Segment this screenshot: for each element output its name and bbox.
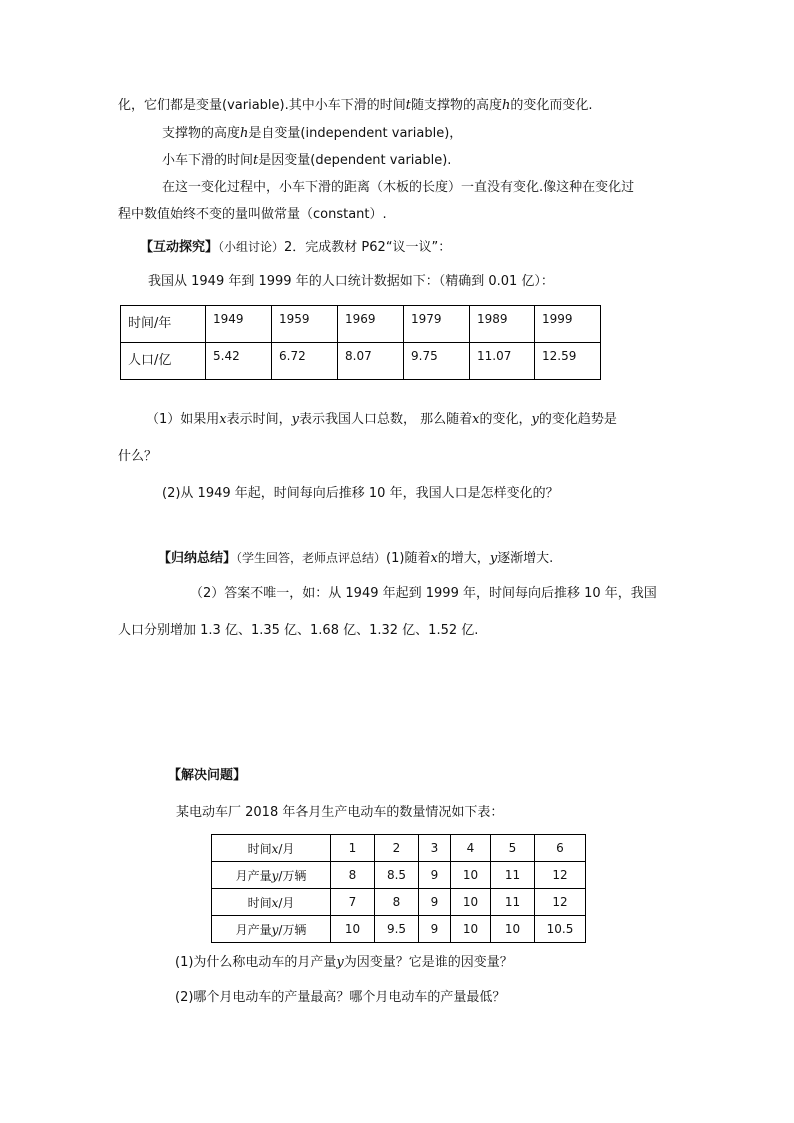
year-cell: 1999	[535, 306, 601, 343]
table-cell: 6	[535, 835, 586, 862]
row-header-population: 人口/亿	[121, 343, 206, 380]
paragraph-constant-line1: 在这一变化过程中，小车下滑的距离（木板的长度）一直没有变化.像这种在变化过	[162, 180, 635, 195]
text-segment: 的变化而变化.	[510, 98, 593, 113]
variable-h: h	[240, 126, 249, 141]
table-row	[121, 306, 601, 343]
year-cell: 1979	[404, 306, 470, 343]
row-header-label: 月产量	[235, 868, 272, 883]
table-cell: 9	[419, 862, 451, 889]
population-cell: 11.07	[470, 343, 535, 380]
table-cell: 9	[419, 889, 451, 916]
paragraph-dependent-variable	[162, 152, 451, 170]
paragraph-constant-line2: 程中数值始终不变的量叫做常量（constant）.	[118, 207, 387, 222]
variable-x: x	[430, 551, 438, 566]
text-segment: (1)随着	[386, 551, 431, 566]
row-header-unit: /月	[278, 895, 295, 910]
table-cell: 10	[451, 916, 491, 943]
table-cell: 2	[375, 835, 419, 862]
table-cell: 9.5	[375, 916, 419, 943]
text-segment: 随支撑物的高度	[410, 98, 502, 113]
population-cell: 12.59	[535, 343, 601, 380]
table-cell: 4	[451, 835, 491, 862]
question-1	[146, 411, 617, 429]
table-row	[212, 862, 586, 889]
table-row	[121, 343, 601, 380]
year-cell: 1989	[470, 306, 535, 343]
section-label: 【互动探究】	[140, 240, 219, 255]
population-cell: 5.42	[206, 343, 272, 380]
variable-y: y	[336, 955, 344, 970]
variable-y: y	[489, 551, 498, 566]
interactive-explore-heading	[140, 238, 451, 257]
summary-answer-line2: 人口分别增加 1.3 亿、1.35 亿、1.68 亿、1.32 亿、1.52 亿.	[118, 623, 479, 638]
variable-x: x	[219, 412, 227, 427]
table-cell: 10.5	[535, 916, 586, 943]
population-intro: 我国从 1949 年到 1999 年的人口统计数据如下：（精确到 0.01 亿）：	[148, 274, 554, 289]
row-header-unit: /万辆	[278, 868, 307, 883]
question-1-cont: 什么？	[118, 449, 158, 464]
paragraph-independent-variable	[162, 125, 462, 143]
table-cell: 11	[491, 889, 535, 916]
variable-t: t	[253, 153, 259, 168]
paragraph-variables	[118, 97, 593, 115]
solve-question-2: (2)哪个月电动车的产量最高？哪个月电动车的产量最低？	[175, 990, 506, 1005]
solve-problem-heading: 【解决问题】	[168, 768, 247, 783]
variable-y: y	[531, 412, 539, 427]
text-segment: 的变化趋势是	[538, 412, 617, 427]
ebike-production-table	[211, 834, 586, 943]
solve-problem-intro: 某电动车厂 2018 年各月生产电动车的数量情况如下表：	[176, 805, 504, 820]
row-header-label: 月产量	[235, 922, 272, 937]
row-header-label: 时间	[247, 895, 272, 910]
table-row	[212, 889, 586, 916]
year-cell: 1959	[272, 306, 338, 343]
text-segment: (1)为什么称电动车的月产量	[175, 955, 337, 970]
summary-answer-line1: （2）答案不唯一，如：从 1949 年起到 1999 年，时间每向后推移 10 年，我国	[190, 586, 657, 601]
variable-h: h	[501, 98, 511, 113]
table-cell: 10	[491, 916, 535, 943]
table-cell: 1	[331, 835, 375, 862]
row-header-label: 时间	[247, 841, 272, 856]
text-segment: 小车下滑的时间	[162, 153, 254, 168]
table-cell: 12	[535, 889, 586, 916]
table-cell: 8.5	[375, 862, 419, 889]
table-cell: 8	[375, 889, 419, 916]
text-segment: 是因变量(dependent variable).	[258, 153, 452, 168]
population-table	[120, 305, 601, 380]
row-header-year: 时间/年	[121, 306, 206, 343]
text-segment: 表示时间，	[226, 412, 292, 427]
text-segment: 逐渐增大.	[497, 551, 554, 566]
text-segment: 的增大，	[437, 551, 490, 566]
table-cell: 8	[331, 862, 375, 889]
row-header-variable: y	[271, 868, 279, 883]
row-header-variable: y	[271, 922, 279, 937]
text-segment: 的变化，	[479, 412, 532, 427]
solve-question-1	[175, 954, 513, 972]
section-note: （小组讨论）	[218, 240, 285, 254]
year-cell: 1969	[338, 306, 404, 343]
summary-heading	[158, 549, 553, 568]
row-header	[212, 889, 331, 916]
table-row	[212, 835, 586, 862]
table-cell: 3	[419, 835, 451, 862]
table-cell: 9	[419, 916, 451, 943]
row-header-variable: x	[271, 841, 279, 856]
population-cell: 6.72	[272, 343, 338, 380]
row-header-unit: /月	[278, 841, 295, 856]
table-cell: 10	[451, 862, 491, 889]
year-cell: 1949	[206, 306, 272, 343]
row-header	[212, 916, 331, 943]
section-label: 【归纳总结】	[158, 551, 237, 566]
table-cell: 10	[331, 916, 375, 943]
text-segment: 是自变量(independent variable)，	[248, 126, 463, 141]
variable-x: x	[472, 412, 480, 427]
question-2: (2)从 1949 年起，时间每向后推移 10 年，我国人口是怎样变化的？	[162, 486, 559, 501]
table-row	[212, 916, 586, 943]
variable-y: y	[291, 412, 299, 427]
population-cell: 9.75	[404, 343, 470, 380]
text-segment: 支撑物的高度	[162, 126, 241, 141]
table-cell: 7	[331, 889, 375, 916]
text-segment: （1）如果用	[146, 412, 220, 427]
row-header-variable: x	[271, 895, 279, 910]
table-cell: 5	[491, 835, 535, 862]
variable-t: t	[405, 98, 411, 113]
text-segment: 化，它们都是变量(variable).其中小车下滑的时间	[118, 98, 406, 113]
section-note: （学生回答，老师点评总结）	[236, 551, 387, 565]
table-cell: 11	[491, 862, 535, 889]
table-cell: 10	[451, 889, 491, 916]
row-header	[212, 835, 331, 862]
row-header	[212, 862, 331, 889]
table-cell: 12	[535, 862, 586, 889]
section-text: 2．完成教材 P62“议一议”：	[284, 240, 452, 255]
row-header-unit: /万辆	[278, 922, 307, 937]
population-cell: 8.07	[338, 343, 404, 380]
text-segment: 为因变量？它是谁的因变量？	[343, 955, 513, 970]
text-segment: 表示我国人口总数， 那么随着	[299, 412, 473, 427]
